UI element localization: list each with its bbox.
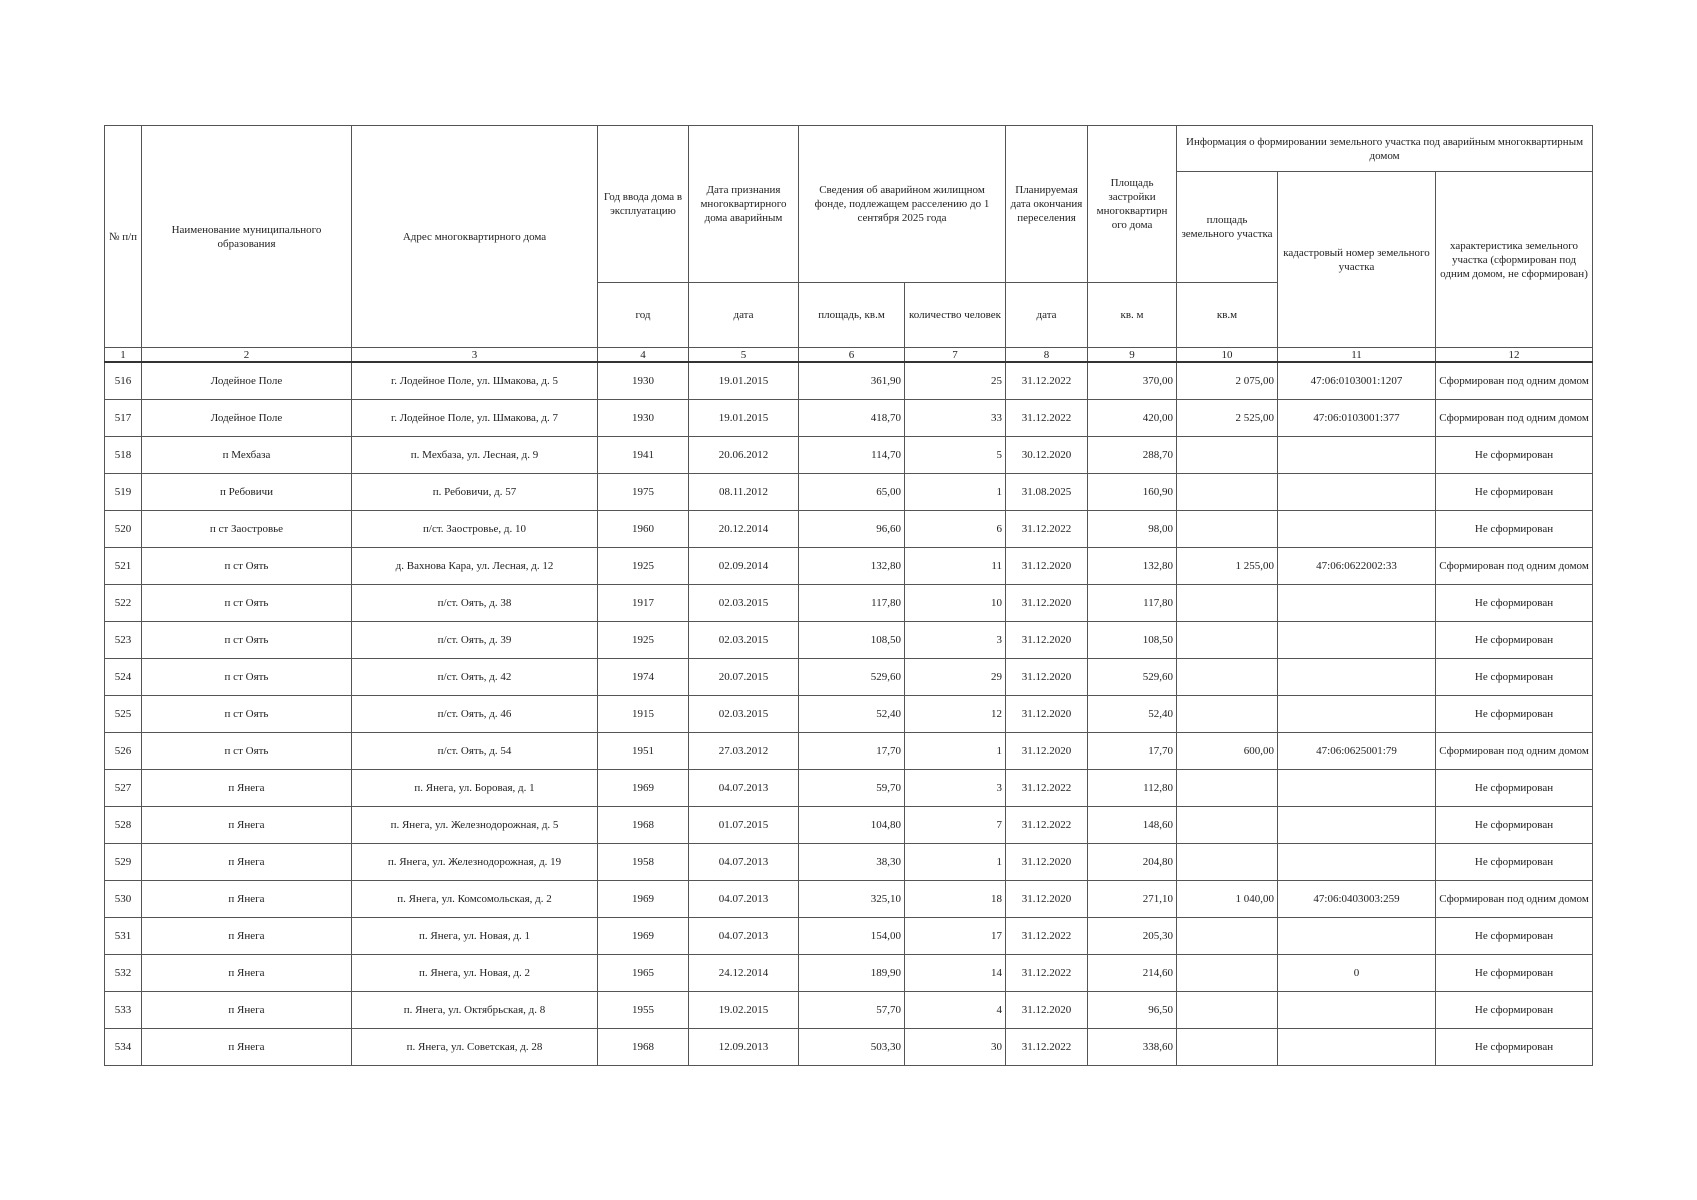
municipality-cell: п ст Оять bbox=[142, 548, 352, 585]
planned-date-cell: 31.12.2020 bbox=[1006, 548, 1088, 585]
people-cell: 25 bbox=[905, 362, 1006, 400]
unit-build-area: кв. м bbox=[1088, 283, 1177, 348]
header-land-area: площадь земельного участка bbox=[1177, 172, 1278, 283]
year-cell: 1955 bbox=[598, 992, 689, 1029]
address-cell: г. Лодейное Поле, ул. Шмакова, д. 7 bbox=[352, 400, 598, 437]
land-area-cell bbox=[1177, 955, 1278, 992]
municipality-cell: Лодейное Поле bbox=[142, 400, 352, 437]
land-area-cell: 600,00 bbox=[1177, 733, 1278, 770]
planned-date-cell: 31.08.2025 bbox=[1006, 474, 1088, 511]
planned-date-cell: 31.12.2022 bbox=[1006, 955, 1088, 992]
area-cell: 132,80 bbox=[799, 548, 905, 585]
land-area-cell: 2 075,00 bbox=[1177, 362, 1278, 400]
municipality-cell: п ст Заостровье bbox=[142, 511, 352, 548]
cadastral-cell bbox=[1278, 474, 1436, 511]
address-cell: п. Янега, ул. Советская, д. 28 bbox=[352, 1029, 598, 1066]
planned-date-cell: 31.12.2022 bbox=[1006, 511, 1088, 548]
land-area-cell bbox=[1177, 585, 1278, 622]
cadastral-cell bbox=[1278, 659, 1436, 696]
people-cell: 11 bbox=[905, 548, 1006, 585]
address-cell: д. Вахнова Кара, ул. Лесная, д. 12 bbox=[352, 548, 598, 585]
year-cell: 1951 bbox=[598, 733, 689, 770]
unit-land-area: кв.м bbox=[1177, 283, 1278, 348]
column-number: 1 bbox=[105, 348, 142, 363]
row-number: 530 bbox=[105, 881, 142, 918]
emergency-date-cell: 19.01.2015 bbox=[689, 400, 799, 437]
column-number: 5 bbox=[689, 348, 799, 363]
address-cell: п. Янега, ул. Боровая, д. 1 bbox=[352, 770, 598, 807]
planned-date-cell: 31.12.2020 bbox=[1006, 733, 1088, 770]
row-number: 531 bbox=[105, 918, 142, 955]
people-cell: 1 bbox=[905, 733, 1006, 770]
municipality-cell: п Янега bbox=[142, 770, 352, 807]
cadastral-cell bbox=[1278, 585, 1436, 622]
unit-plan-date: дата bbox=[1006, 283, 1088, 348]
area-cell: 189,90 bbox=[799, 955, 905, 992]
table-row bbox=[105, 659, 1593, 696]
land-area-cell bbox=[1177, 511, 1278, 548]
area-cell: 529,60 bbox=[799, 659, 905, 696]
cadastral-cell bbox=[1278, 1029, 1436, 1066]
table-row bbox=[105, 622, 1593, 659]
cadastral-cell bbox=[1278, 696, 1436, 733]
municipality-cell: п Янега bbox=[142, 918, 352, 955]
cadastral-cell bbox=[1278, 437, 1436, 474]
address-cell: п/ст. Оять, д. 38 bbox=[352, 585, 598, 622]
year-cell: 1969 bbox=[598, 770, 689, 807]
building-area-cell: 112,80 bbox=[1088, 770, 1177, 807]
municipality-cell: п Янега bbox=[142, 881, 352, 918]
building-area-cell: 204,80 bbox=[1088, 844, 1177, 881]
year-cell: 1930 bbox=[598, 400, 689, 437]
people-cell: 1 bbox=[905, 844, 1006, 881]
row-number: 517 bbox=[105, 400, 142, 437]
emergency-date-cell: 02.03.2015 bbox=[689, 622, 799, 659]
municipality-cell: п ст Оять bbox=[142, 733, 352, 770]
year-cell: 1925 bbox=[598, 622, 689, 659]
header-address: Адрес многоквартирного дома bbox=[352, 126, 598, 348]
area-cell: 154,00 bbox=[799, 918, 905, 955]
building-area-cell: 117,80 bbox=[1088, 585, 1177, 622]
header-year-commissioned: Год ввода дома в эксплуатацию bbox=[598, 126, 689, 283]
area-cell: 114,70 bbox=[799, 437, 905, 474]
land-status-cell: Не сформирован bbox=[1436, 696, 1593, 733]
table-row bbox=[105, 955, 1593, 992]
building-area-cell: 288,70 bbox=[1088, 437, 1177, 474]
land-status-cell: Не сформирован bbox=[1436, 437, 1593, 474]
emergency-date-cell: 12.09.2013 bbox=[689, 1029, 799, 1066]
address-cell: п. Янега, ул. Новая, д. 1 bbox=[352, 918, 598, 955]
land-status-cell: Не сформирован bbox=[1436, 1029, 1593, 1066]
building-area-cell: 370,00 bbox=[1088, 362, 1177, 400]
land-status-cell: Не сформирован bbox=[1436, 622, 1593, 659]
unit-year: год bbox=[598, 283, 689, 348]
column-number: 10 bbox=[1177, 348, 1278, 363]
address-cell: г. Лодейное Поле, ул. Шмакова, д. 5 bbox=[352, 362, 598, 400]
row-number: 516 bbox=[105, 362, 142, 400]
table-row bbox=[105, 807, 1593, 844]
building-area-cell: 271,10 bbox=[1088, 881, 1177, 918]
area-cell: 65,00 bbox=[799, 474, 905, 511]
table-row bbox=[105, 918, 1593, 955]
year-cell: 1960 bbox=[598, 511, 689, 548]
housing-table bbox=[104, 125, 1593, 1066]
address-cell: п. Янега, ул. Железнодорожная, д. 5 bbox=[352, 807, 598, 844]
address-cell: п/ст. Оять, д. 46 bbox=[352, 696, 598, 733]
cadastral-cell: 47:06:0403003:259 bbox=[1278, 881, 1436, 918]
municipality-cell: п ст Оять bbox=[142, 696, 352, 733]
emergency-date-cell: 04.07.2013 bbox=[689, 918, 799, 955]
emergency-date-cell: 19.02.2015 bbox=[689, 992, 799, 1029]
area-cell: 17,70 bbox=[799, 733, 905, 770]
people-cell: 17 bbox=[905, 918, 1006, 955]
area-cell: 57,70 bbox=[799, 992, 905, 1029]
land-status-cell: Сформирован под одним домом bbox=[1436, 548, 1593, 585]
area-cell: 104,80 bbox=[799, 807, 905, 844]
table-row bbox=[105, 585, 1593, 622]
year-cell: 1925 bbox=[598, 548, 689, 585]
table-row bbox=[105, 437, 1593, 474]
land-status-cell: Не сформирован bbox=[1436, 844, 1593, 881]
area-cell: 117,80 bbox=[799, 585, 905, 622]
row-number: 526 bbox=[105, 733, 142, 770]
people-cell: 33 bbox=[905, 400, 1006, 437]
municipality-cell: п Янега bbox=[142, 844, 352, 881]
land-status-cell: Сформирован под одним домом bbox=[1436, 400, 1593, 437]
people-cell: 10 bbox=[905, 585, 1006, 622]
row-number: 519 bbox=[105, 474, 142, 511]
table-row bbox=[105, 992, 1593, 1029]
row-number: 529 bbox=[105, 844, 142, 881]
cadastral-cell bbox=[1278, 770, 1436, 807]
unit-area: площадь, кв.м bbox=[799, 283, 905, 348]
people-cell: 29 bbox=[905, 659, 1006, 696]
municipality-cell: п Мехбаза bbox=[142, 437, 352, 474]
cadastral-cell bbox=[1278, 807, 1436, 844]
cadastral-cell bbox=[1278, 622, 1436, 659]
emergency-date-cell: 27.03.2012 bbox=[689, 733, 799, 770]
year-cell: 1915 bbox=[598, 696, 689, 733]
emergency-date-cell: 02.03.2015 bbox=[689, 696, 799, 733]
municipality-cell: п Ребовичи bbox=[142, 474, 352, 511]
table-header bbox=[105, 126, 1593, 363]
table-row bbox=[105, 696, 1593, 733]
unit-date: дата bbox=[689, 283, 799, 348]
header-land-info: Информация о формировании земельного участка под аварийным многоквартирным домом bbox=[1177, 126, 1593, 172]
year-cell: 1975 bbox=[598, 474, 689, 511]
building-area-cell: 17,70 bbox=[1088, 733, 1177, 770]
planned-date-cell: 31.12.2020 bbox=[1006, 696, 1088, 733]
table-row bbox=[105, 733, 1593, 770]
cadastral-cell: 0 bbox=[1278, 955, 1436, 992]
year-cell: 1968 bbox=[598, 807, 689, 844]
table-row bbox=[105, 770, 1593, 807]
row-number: 523 bbox=[105, 622, 142, 659]
address-cell: п/ст. Оять, д. 54 bbox=[352, 733, 598, 770]
emergency-date-cell: 20.06.2012 bbox=[689, 437, 799, 474]
building-area-cell: 214,60 bbox=[1088, 955, 1177, 992]
land-area-cell bbox=[1177, 770, 1278, 807]
land-area-cell: 2 525,00 bbox=[1177, 400, 1278, 437]
planned-date-cell: 30.12.2020 bbox=[1006, 437, 1088, 474]
area-cell: 38,30 bbox=[799, 844, 905, 881]
row-number: 532 bbox=[105, 955, 142, 992]
column-numbers-row bbox=[105, 348, 1593, 363]
emergency-date-cell: 02.03.2015 bbox=[689, 585, 799, 622]
table-row bbox=[105, 844, 1593, 881]
land-status-cell: Не сформирован bbox=[1436, 955, 1593, 992]
emergency-date-cell: 20.07.2015 bbox=[689, 659, 799, 696]
header-emergency-info: Сведения об аварийном жилищном фонде, подлежащем расселению до 1 сентября 2025 года bbox=[799, 126, 1006, 283]
people-cell: 3 bbox=[905, 770, 1006, 807]
building-area-cell: 420,00 bbox=[1088, 400, 1177, 437]
people-cell: 5 bbox=[905, 437, 1006, 474]
column-number: 12 bbox=[1436, 348, 1593, 363]
table-row bbox=[105, 511, 1593, 548]
emergency-date-cell: 04.07.2013 bbox=[689, 881, 799, 918]
table-row bbox=[105, 1029, 1593, 1066]
people-cell: 18 bbox=[905, 881, 1006, 918]
people-cell: 12 bbox=[905, 696, 1006, 733]
year-cell: 1965 bbox=[598, 955, 689, 992]
column-number: 3 bbox=[352, 348, 598, 363]
land-status-cell: Сформирован под одним домом bbox=[1436, 362, 1593, 400]
emergency-date-cell: 08.11.2012 bbox=[689, 474, 799, 511]
address-cell: п/ст. Заостровье, д. 10 bbox=[352, 511, 598, 548]
municipality-cell: п ст Оять bbox=[142, 622, 352, 659]
column-number: 8 bbox=[1006, 348, 1088, 363]
header-planned-date: Планируемая дата окончания переселения bbox=[1006, 126, 1088, 283]
area-cell: 96,60 bbox=[799, 511, 905, 548]
column-number: 9 bbox=[1088, 348, 1177, 363]
year-cell: 1958 bbox=[598, 844, 689, 881]
header-municipality: Наименование муниципального образования bbox=[142, 126, 352, 348]
land-status-cell: Не сформирован bbox=[1436, 511, 1593, 548]
row-number: 522 bbox=[105, 585, 142, 622]
building-area-cell: 108,50 bbox=[1088, 622, 1177, 659]
emergency-date-cell: 01.07.2015 bbox=[689, 807, 799, 844]
land-area-cell: 1 255,00 bbox=[1177, 548, 1278, 585]
building-area-cell: 205,30 bbox=[1088, 918, 1177, 955]
table-row bbox=[105, 548, 1593, 585]
cadastral-cell bbox=[1278, 511, 1436, 548]
building-area-cell: 338,60 bbox=[1088, 1029, 1177, 1066]
header-land-status: характеристика земельного участка (сформирован под одним домом, не сформирован) bbox=[1436, 172, 1593, 348]
row-number: 525 bbox=[105, 696, 142, 733]
address-cell: п/ст. Оять, д. 42 bbox=[352, 659, 598, 696]
table-row bbox=[105, 474, 1593, 511]
year-cell: 1917 bbox=[598, 585, 689, 622]
land-area-cell bbox=[1177, 844, 1278, 881]
cadastral-cell bbox=[1278, 844, 1436, 881]
cadastral-cell: 47:06:0625001:79 bbox=[1278, 733, 1436, 770]
planned-date-cell: 31.12.2020 bbox=[1006, 585, 1088, 622]
address-cell: п. Янега, ул. Октябрьская, д. 8 bbox=[352, 992, 598, 1029]
row-number: 518 bbox=[105, 437, 142, 474]
planned-date-cell: 31.12.2020 bbox=[1006, 622, 1088, 659]
area-cell: 108,50 bbox=[799, 622, 905, 659]
address-cell: п. Янега, ул. Железнодорожная, д. 19 bbox=[352, 844, 598, 881]
year-cell: 1969 bbox=[598, 918, 689, 955]
year-cell: 1930 bbox=[598, 362, 689, 400]
year-cell: 1941 bbox=[598, 437, 689, 474]
planned-date-cell: 31.12.2020 bbox=[1006, 881, 1088, 918]
emergency-date-cell: 24.12.2014 bbox=[689, 955, 799, 992]
land-area-cell bbox=[1177, 1029, 1278, 1066]
municipality-cell: п Янега bbox=[142, 992, 352, 1029]
column-number: 6 bbox=[799, 348, 905, 363]
people-cell: 3 bbox=[905, 622, 1006, 659]
address-cell: п. Ребовичи, д. 57 bbox=[352, 474, 598, 511]
table-row bbox=[105, 400, 1593, 437]
table-row bbox=[105, 362, 1593, 400]
planned-date-cell: 31.12.2022 bbox=[1006, 362, 1088, 400]
land-area-cell bbox=[1177, 992, 1278, 1029]
column-number: 11 bbox=[1278, 348, 1436, 363]
year-cell: 1968 bbox=[598, 1029, 689, 1066]
planned-date-cell: 31.12.2022 bbox=[1006, 770, 1088, 807]
address-cell: п. Янега, ул. Комсомольская, д. 2 bbox=[352, 881, 598, 918]
land-status-cell: Не сформирован bbox=[1436, 992, 1593, 1029]
building-area-cell: 529,60 bbox=[1088, 659, 1177, 696]
emergency-date-cell: 04.07.2013 bbox=[689, 770, 799, 807]
planned-date-cell: 31.12.2022 bbox=[1006, 1029, 1088, 1066]
table-row bbox=[105, 881, 1593, 918]
address-cell: п/ст. Оять, д. 39 bbox=[352, 622, 598, 659]
emergency-date-cell: 02.09.2014 bbox=[689, 548, 799, 585]
planned-date-cell: 31.12.2020 bbox=[1006, 844, 1088, 881]
address-cell: п. Мехбаза, ул. Лесная, д. 9 bbox=[352, 437, 598, 474]
land-status-cell: Не сформирован bbox=[1436, 807, 1593, 844]
land-area-cell bbox=[1177, 474, 1278, 511]
municipality-cell: п Янега bbox=[142, 1029, 352, 1066]
emergency-date-cell: 04.07.2013 bbox=[689, 844, 799, 881]
address-cell: п. Янега, ул. Новая, д. 2 bbox=[352, 955, 598, 992]
municipality-cell: п Янега bbox=[142, 955, 352, 992]
land-status-cell: Сформирован под одним домом bbox=[1436, 733, 1593, 770]
people-cell: 1 bbox=[905, 474, 1006, 511]
cadastral-cell: 47:06:0622002:33 bbox=[1278, 548, 1436, 585]
row-number: 524 bbox=[105, 659, 142, 696]
municipality-cell: п ст Оять bbox=[142, 585, 352, 622]
municipality-cell: п Янега bbox=[142, 807, 352, 844]
planned-date-cell: 31.12.2022 bbox=[1006, 807, 1088, 844]
people-cell: 7 bbox=[905, 807, 1006, 844]
column-number: 2 bbox=[142, 348, 352, 363]
area-cell: 52,40 bbox=[799, 696, 905, 733]
unit-people: количество человек bbox=[905, 283, 1006, 348]
land-status-cell: Не сформирован bbox=[1436, 770, 1593, 807]
planned-date-cell: 31.12.2020 bbox=[1006, 992, 1088, 1029]
land-area-cell: 1 040,00 bbox=[1177, 881, 1278, 918]
header-building-area: Площадь застройки многоквартирн ого дома bbox=[1088, 126, 1177, 283]
column-number: 7 bbox=[905, 348, 1006, 363]
column-number: 4 bbox=[598, 348, 689, 363]
emergency-date-cell: 20.12.2014 bbox=[689, 511, 799, 548]
area-cell: 418,70 bbox=[799, 400, 905, 437]
people-cell: 14 bbox=[905, 955, 1006, 992]
area-cell: 361,90 bbox=[799, 362, 905, 400]
area-cell: 503,30 bbox=[799, 1029, 905, 1066]
row-number: 527 bbox=[105, 770, 142, 807]
building-area-cell: 96,50 bbox=[1088, 992, 1177, 1029]
land-status-cell: Не сформирован bbox=[1436, 474, 1593, 511]
area-cell: 325,10 bbox=[799, 881, 905, 918]
land-status-cell: Сформирован под одним домом bbox=[1436, 881, 1593, 918]
building-area-cell: 52,40 bbox=[1088, 696, 1177, 733]
row-number: 533 bbox=[105, 992, 142, 1029]
planned-date-cell: 31.12.2020 bbox=[1006, 659, 1088, 696]
land-status-cell: Не сформирован bbox=[1436, 659, 1593, 696]
table-body bbox=[105, 362, 1593, 1066]
cadastral-cell bbox=[1278, 918, 1436, 955]
land-status-cell: Не сформирован bbox=[1436, 918, 1593, 955]
building-area-cell: 148,60 bbox=[1088, 807, 1177, 844]
municipality-cell: п ст Оять bbox=[142, 659, 352, 696]
land-area-cell bbox=[1177, 659, 1278, 696]
land-status-cell: Не сформирован bbox=[1436, 585, 1593, 622]
year-cell: 1969 bbox=[598, 881, 689, 918]
cadastral-cell bbox=[1278, 992, 1436, 1029]
planned-date-cell: 31.12.2022 bbox=[1006, 918, 1088, 955]
land-area-cell bbox=[1177, 437, 1278, 474]
people-cell: 30 bbox=[905, 1029, 1006, 1066]
people-cell: 6 bbox=[905, 511, 1006, 548]
building-area-cell: 160,90 bbox=[1088, 474, 1177, 511]
land-area-cell bbox=[1177, 807, 1278, 844]
cadastral-cell: 47:06:0103001:1207 bbox=[1278, 362, 1436, 400]
planned-date-cell: 31.12.2022 bbox=[1006, 400, 1088, 437]
header-cadastral: кадастровый номер земельного участка bbox=[1278, 172, 1436, 348]
row-number: 520 bbox=[105, 511, 142, 548]
year-cell: 1974 bbox=[598, 659, 689, 696]
municipality-cell: Лодейное Поле bbox=[142, 362, 352, 400]
header-num: № п/п bbox=[105, 126, 142, 348]
row-number: 521 bbox=[105, 548, 142, 585]
header-date-emergency: Дата признания многоквартирного дома аварийным bbox=[689, 126, 799, 283]
area-cell: 59,70 bbox=[799, 770, 905, 807]
emergency-date-cell: 19.01.2015 bbox=[689, 362, 799, 400]
land-area-cell bbox=[1177, 622, 1278, 659]
row-number: 528 bbox=[105, 807, 142, 844]
land-area-cell bbox=[1177, 918, 1278, 955]
people-cell: 4 bbox=[905, 992, 1006, 1029]
building-area-cell: 98,00 bbox=[1088, 511, 1177, 548]
building-area-cell: 132,80 bbox=[1088, 548, 1177, 585]
land-area-cell bbox=[1177, 696, 1278, 733]
cadastral-cell: 47:06:0103001:377 bbox=[1278, 400, 1436, 437]
row-number: 534 bbox=[105, 1029, 142, 1066]
